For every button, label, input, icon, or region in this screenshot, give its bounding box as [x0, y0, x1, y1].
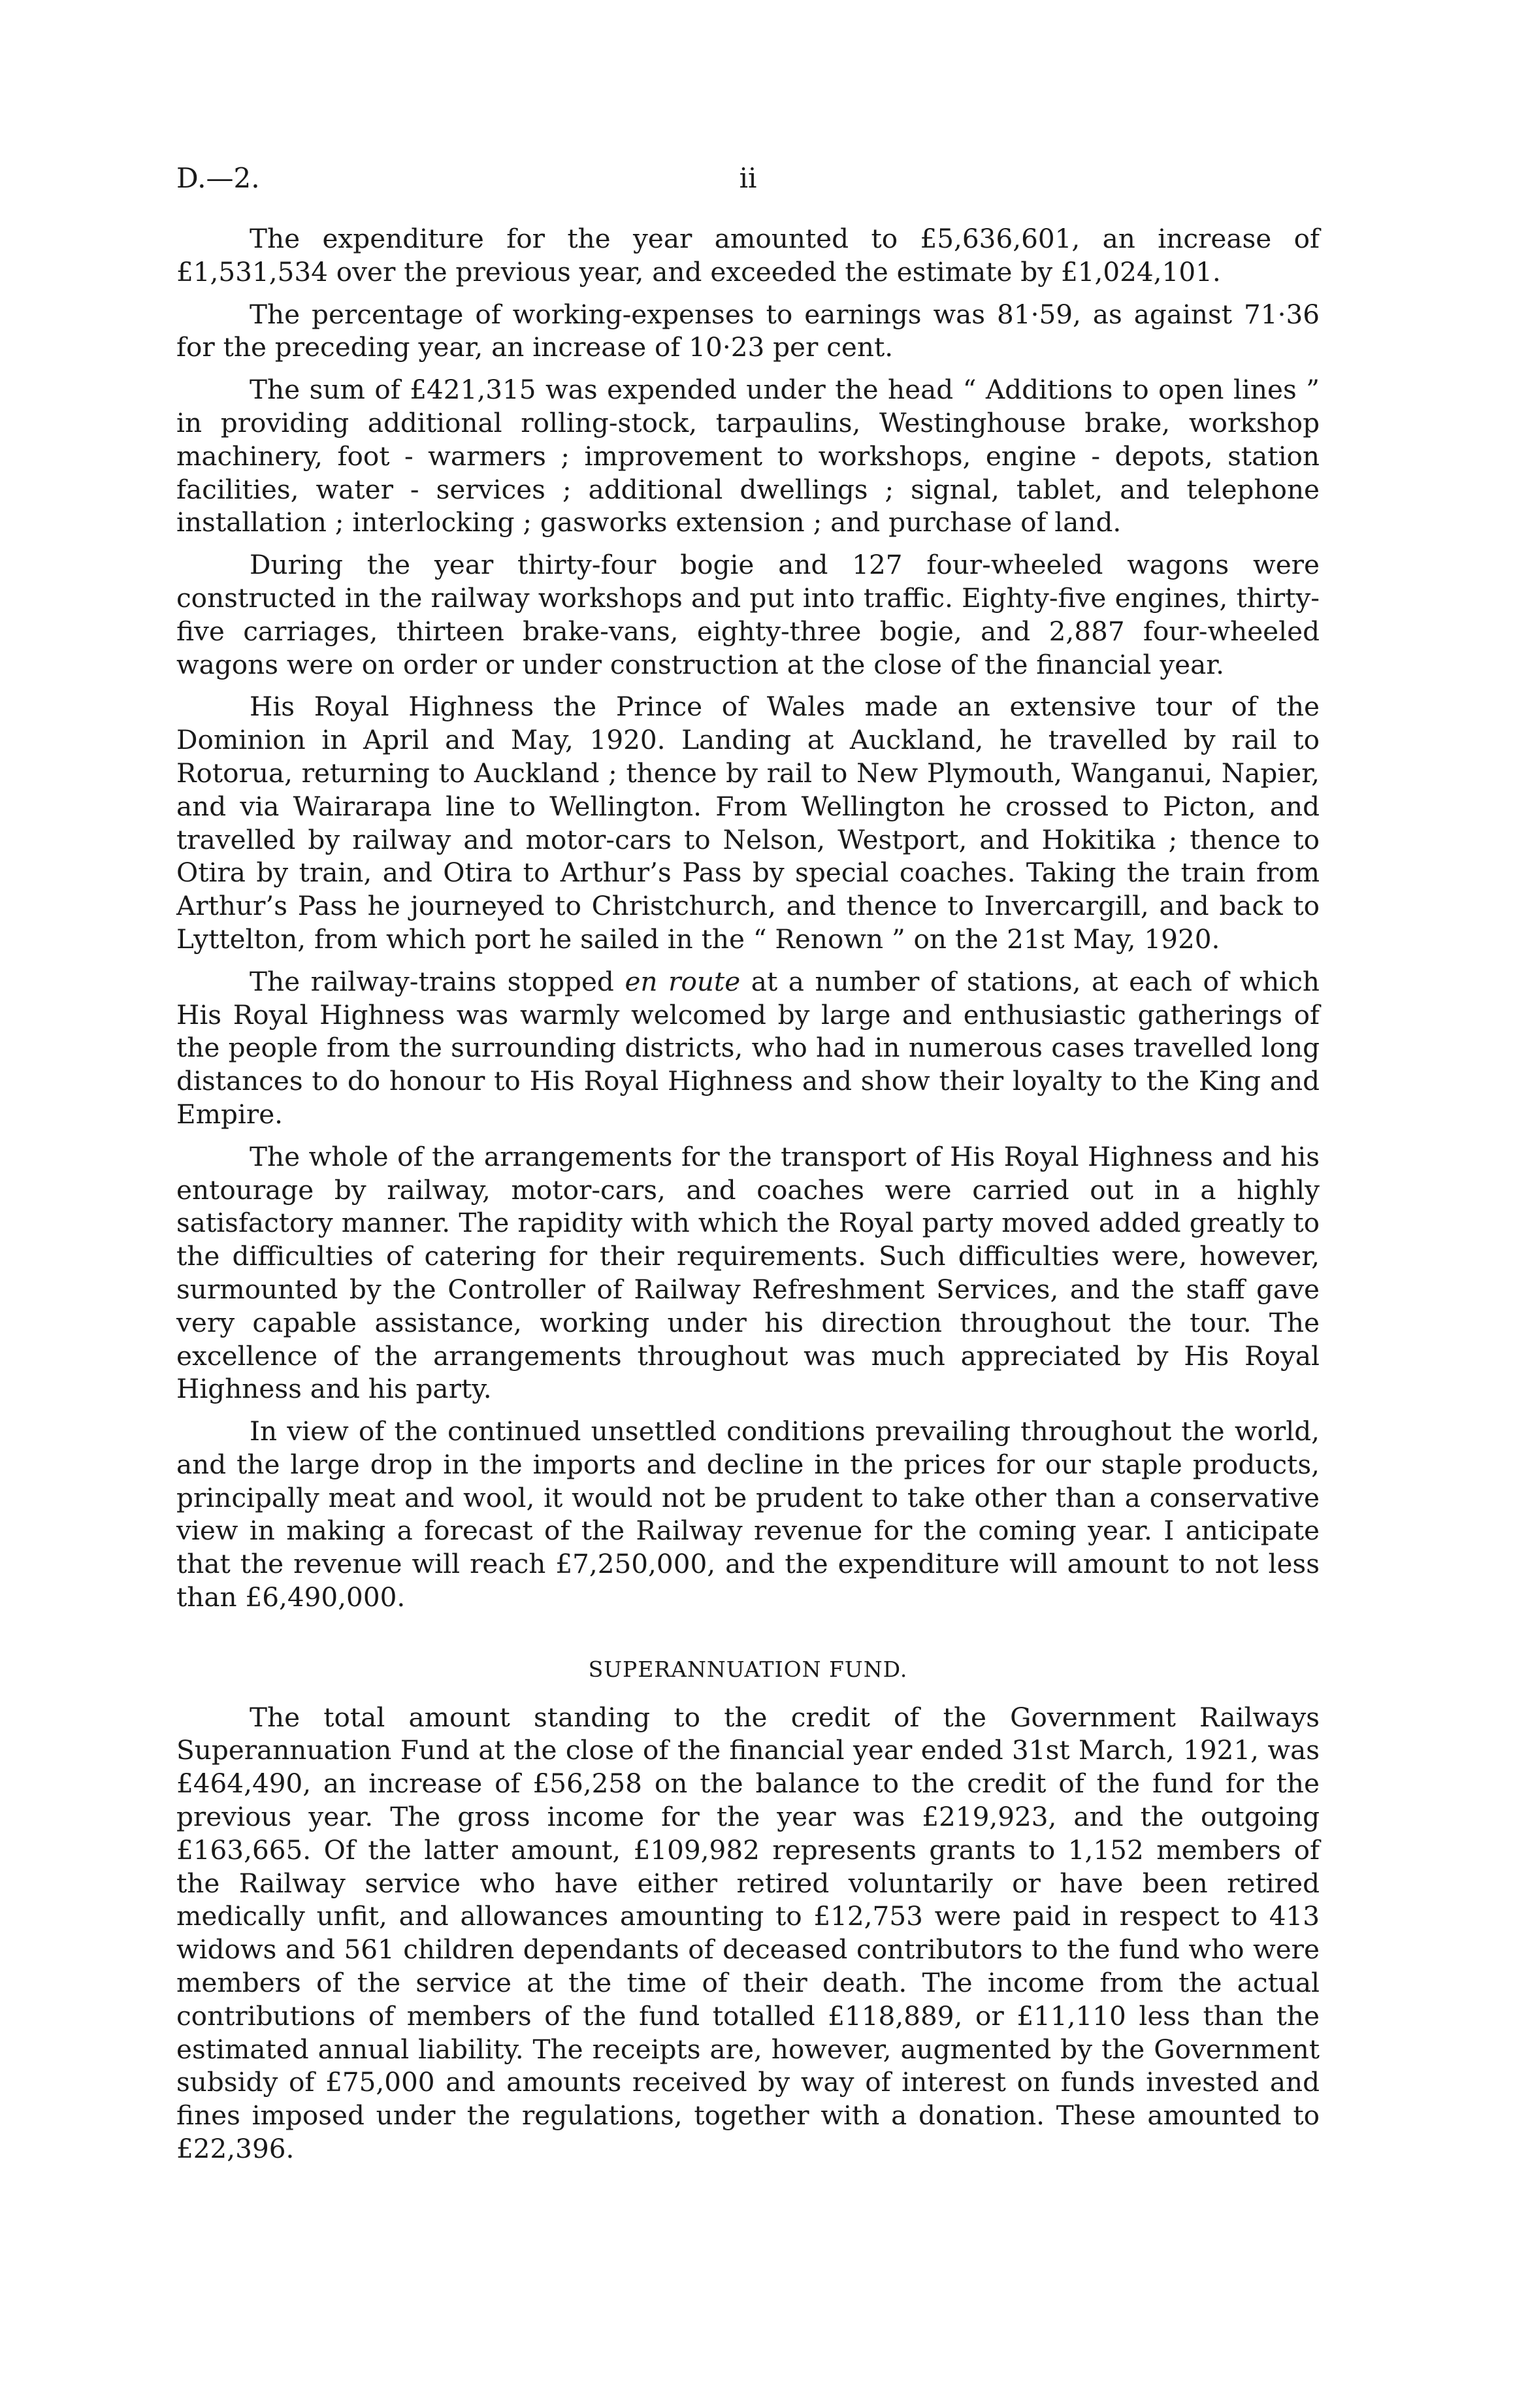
paragraph-royal-tour: His Royal Highness the Prince of Wales made an extensive tour of the Dominion in April and May, 1920. Landing at Auckland, he travelled by rail to Rotorua, returning to Auckland ; thence by rail to New Plymouth, Wanganui, Napier, and via Wairarapa line to Wellington. From Wellington he crossed to Picton, and travelled by railway and motor-cars to Nelson, Westport, and Hokitika ; thence to Otira by train, and Otira to Arthur’s Pass by special coaches. Taking the train from Arthur’s Pass he journeyed to Christchurch, and thence to Invercargill, and back to Lyttelton, from which port he sailed in the “ Renown ” on the 21st May, 1920.: [176, 691, 1320, 955]
text-segment: at a number of stations, at each of which His Royal Highness was warmly welcomed by large and enthusiastic gatherings of the people from the surrounding districts, who had in numerous cases travelled long distances to do honour to His Royal Highness and show their loyalty to the King and Empire.: [176, 965, 1320, 1130]
paragraph-wagons-constructed: During the year thirty-four bogie and 127 four-wheeled wagons were constructed in the railway workshops and put into traffic. Eighty-five engines, thirty-five carriages, thirteen brake-vans, eighty-three bogie, and 2,887 four-wheeled wagons were on order or under construction at the close of the financial year.: [176, 549, 1320, 680]
body-text: [176, 222, 1320, 2175]
page-number: ii: [739, 162, 757, 194]
page-header: [176, 162, 1320, 201]
paragraph-arrangements: The whole of the arrangements for the transport of His Royal Highness and his entourage by railway, motor-cars, and coaches were carried out in a highly satisfactory manner. The rapidity with which the Royal party moved added greatly to the difficulties of catering for their requirements. Such difficulties were, however, surmounted by the Controller of Railway Refreshment Services, and the staff gave very capable assistance, working under his direction throughout the tour. The excellence of the arrangements throughout was much appreciated by His Royal Highness and his party.: [176, 1140, 1320, 1405]
text-segment: The railway-trains stopped: [250, 965, 625, 997]
italic-text: en route: [625, 965, 741, 997]
paragraph-railway-trains-stopped: [176, 965, 1320, 1131]
paragraph-expenditure: The expenditure for the year amounted to £5,636,601, an increase of £1,531,534 over the previous year, and exceeded the estimate by £1,024,101.: [176, 223, 1320, 288]
paragraph-superannuation-fund: The total amount standing to the credit of the Government Railways Superannuation Fund at the close of the financial year ended 31st March, 1921, was £464,490, an increase of £56,258 on the balance to the credit of the fund for the previous year. The gross income for the year was £219,923, and the outgoing £163,665. Of the latter amount, £109,982 represents grants to 1,152 members of the Railway service who have either retired voluntarily or have been retired medically unfit, and allowances amounting to £12,753 were paid in respect to 413 widows and 561 children dependants of deceased contributors to the fund who were members of the service at the time of their death. The income from the actual contributions of members of the fund totalled £118,889, or £11,110 less than the estimated annual liability. The receipts are, however, augmented by the Government subsidy of £75,000 and amounts received by way of interest on funds invested and fines imposed under the regulations, together with a donation. These amounted to £22,396.: [176, 1701, 1320, 2165]
section-heading: SUPERANNUATION FUND.: [588, 1656, 908, 1682]
paragraph-revenue-forecast: In view of the continued unsettled conditions prevailing throughout the world, and the large drop in the imports and decline in the prices for our staple products, principally meat and wool, it would not be prudent to take other than a conservative view in making a forecast of the Railway revenue for the coming year. I anticipate that the revenue will reach £7,250,000, and the expenditure will amount to not less than £6,490,000.: [176, 1415, 1320, 1613]
paragraph-additions-to-open-lines: The sum of £421,315 was expended under the head “ Additions to open lines ” in providing additional rolling-stock, tarpaulins, Westinghouse brake, workshop machinery, foot - warmers ; improvement to workshops, engine - depots, station facilities, water - services ; additional dwellings ; signal, tablet, and telephone installation ; interlocking ; gasworks extension ; and purchase of land.: [176, 374, 1320, 538]
paragraph-working-expenses: The percentage of working-expenses to earnings was 81·59, as against 71·36 for the preceding year, an increase of 10·23 per cent.: [176, 298, 1320, 363]
document-code: D.—2.: [176, 162, 260, 194]
